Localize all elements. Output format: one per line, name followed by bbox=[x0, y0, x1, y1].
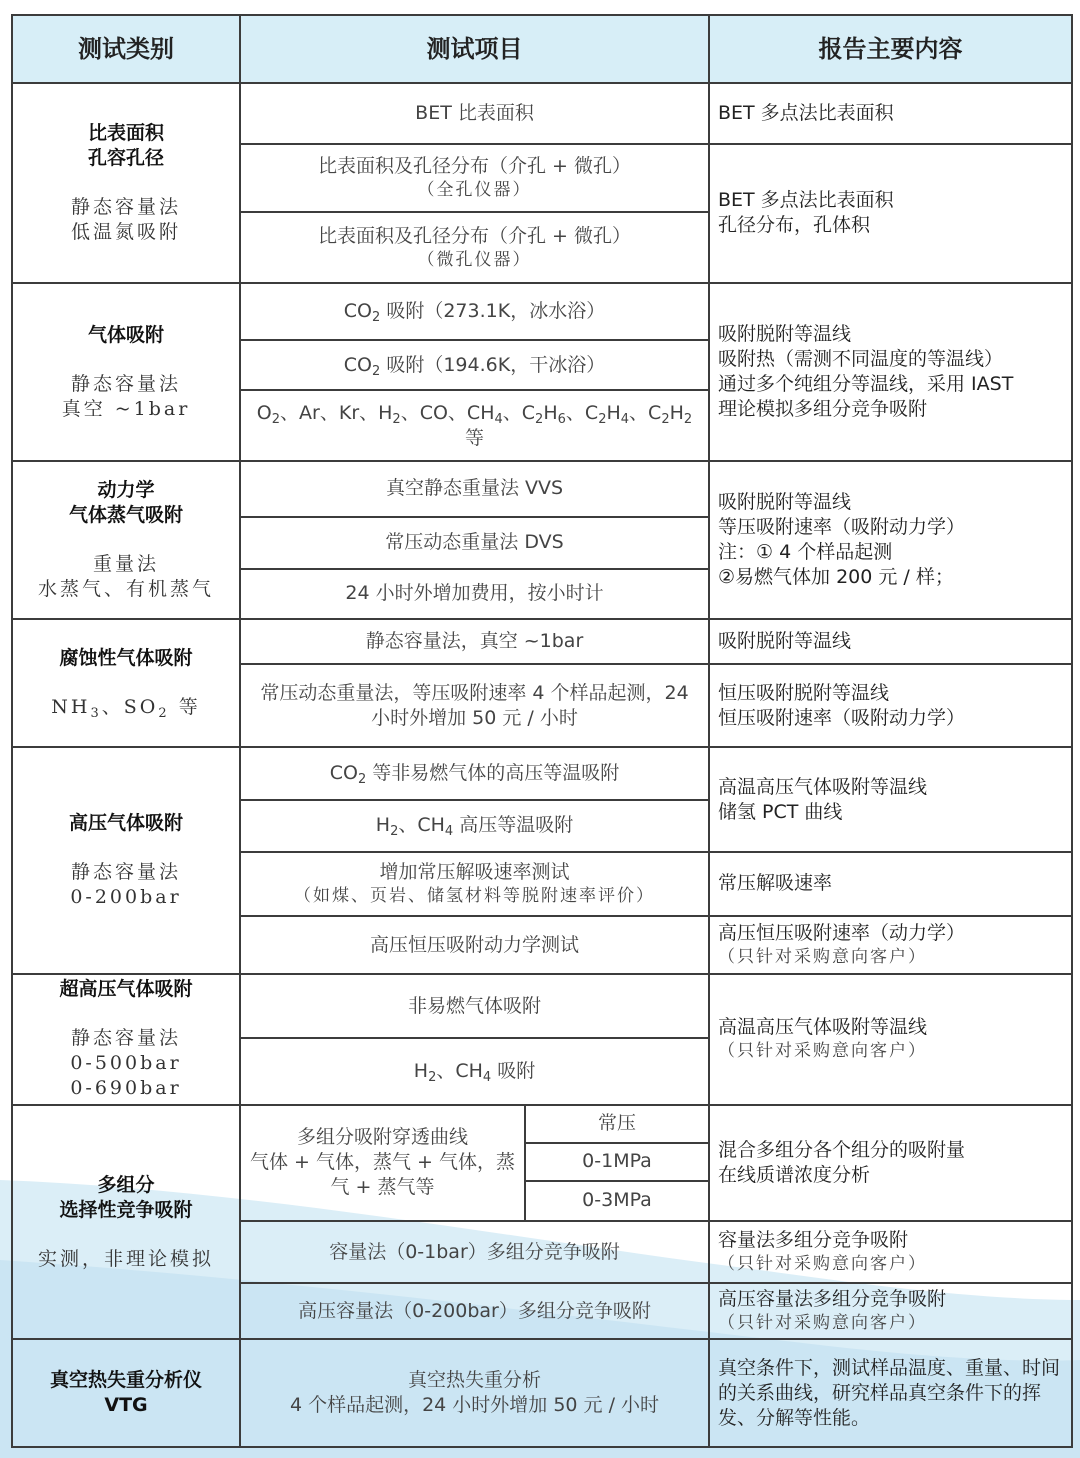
formula-text: H bbox=[669, 401, 684, 424]
formula-subscript: 2 bbox=[372, 363, 381, 379]
test-item bbox=[240, 800, 709, 852]
report-note: （只针对采购意向客户） bbox=[718, 1313, 927, 1334]
category-high-pressure bbox=[12, 747, 240, 974]
report-content: 吸附脱附等温线 吸附热（需测不同温度的等温线） 通过多个纯组分等温线，采用 IAST 理论模拟多组分竞争吸附 bbox=[709, 283, 1072, 462]
test-item: 容量法（0-1bar）多组分竞争吸附 bbox=[240, 1221, 709, 1283]
formula-text: H bbox=[375, 814, 391, 837]
category-name: 真空热失重分析仪 VTG bbox=[49, 1369, 202, 1417]
formula-text: CO bbox=[343, 353, 373, 376]
test-item: 静态容量法，真空 ~1bar bbox=[240, 619, 709, 664]
category-name: 多组分 选择性竞争吸附 bbox=[59, 1173, 193, 1221]
report-note: （只针对采购意向客户） bbox=[718, 1254, 927, 1275]
test-item: 高压容量法（0-200bar）多组分竞争吸附 bbox=[240, 1283, 709, 1339]
report-text: 容量法多组分竞争吸附 bbox=[718, 1229, 909, 1252]
report-content: 恒压吸附脱附等温线 恒压吸附速率（吸附动力学） bbox=[709, 664, 1072, 747]
formula-text: H bbox=[413, 1060, 429, 1082]
report-content: BET 多点法比表面积 bbox=[709, 83, 1072, 144]
formula-subscript: 4 bbox=[444, 824, 454, 840]
test-item bbox=[240, 144, 709, 212]
table-row bbox=[12, 1339, 1072, 1447]
table-row bbox=[12, 619, 1072, 664]
report-content bbox=[709, 1221, 1072, 1283]
category-kinetic-vapor bbox=[12, 461, 240, 619]
test-item: 常压动态重量法，等压吸附速率 4 个样品起测，24 小时外增加 50 元 / 小时 bbox=[240, 664, 709, 747]
formula-subscript: 4 bbox=[482, 1070, 492, 1085]
test-item bbox=[240, 283, 709, 340]
header-category: 测试类别 bbox=[12, 15, 240, 83]
test-item-text: 吸附（273.1K，冰水浴） bbox=[380, 299, 606, 322]
test-item-text: 增加常压解吸速率测试 bbox=[379, 860, 570, 883]
category-method bbox=[21, 695, 231, 720]
test-item-text: 等非易燃气体的高压等温吸附 bbox=[366, 761, 620, 784]
test-item bbox=[240, 340, 709, 390]
formula-text: CO bbox=[343, 299, 373, 322]
category-name: 腐蚀性气体吸附 bbox=[59, 647, 193, 670]
formula-subscript: 2 bbox=[598, 411, 607, 427]
report-text: 高压容量法多组分竞争吸附 bbox=[718, 1288, 947, 1311]
category-method: 静态容量法 0-200bar bbox=[70, 861, 182, 909]
formula-text: 、C bbox=[502, 401, 536, 424]
formula-subscript: 4 bbox=[494, 411, 503, 427]
category-name: 比表面积 孔容孔径 bbox=[87, 121, 164, 169]
formula-subscript: 2 bbox=[271, 411, 281, 427]
test-item-text: 比表面积及孔径分布（介孔 + 微孔） bbox=[318, 224, 631, 247]
table-row bbox=[12, 461, 1072, 516]
category-method: 重量法 水蒸气、有机蒸气 bbox=[37, 553, 214, 601]
formula-subscript: 2 bbox=[158, 706, 170, 722]
category-method: 静态容量法 0-500bar 0-690bar bbox=[70, 1027, 182, 1100]
test-item-text: 吸附（194.6K，干冰浴） bbox=[380, 353, 606, 376]
formula-text: 等 bbox=[464, 426, 484, 449]
category-method: 静态容量法 低温氮吸附 bbox=[70, 195, 181, 243]
report-content: 吸附脱附等温线 等压吸附速率（吸附动力学） 注：① 4 个样品起测 ②易燃气体加 200 元 / 样； bbox=[709, 461, 1072, 619]
pressure-option: 0-3MPa bbox=[525, 1181, 709, 1221]
category-name: 超高压气体吸附 bbox=[59, 978, 193, 1001]
test-item-breakthrough: 多组分吸附穿透曲线 气体 + 气体，蒸气 + 气体，蒸气 + 蒸气等 bbox=[240, 1105, 525, 1221]
formula-subscript: 2 bbox=[372, 309, 381, 325]
test-item: 真空热失重分析 4 个样品起测，24 小时外增加 50 元 / 小时 bbox=[240, 1339, 709, 1447]
formula-subscript: 2 bbox=[428, 1070, 437, 1085]
formula-text: NH bbox=[51, 696, 91, 719]
report-text: 高压恒压吸附速率（动力学） bbox=[718, 922, 966, 945]
pressure-option: 常压 bbox=[525, 1105, 709, 1143]
header-report: 报告主要内容 bbox=[709, 15, 1072, 83]
category-method: 实测，非理论模拟 bbox=[37, 1247, 214, 1270]
pressure-option: 0-1MPa bbox=[525, 1143, 709, 1181]
test-item-text: 吸附 bbox=[491, 1060, 536, 1082]
formula-subscript: 2 bbox=[683, 411, 693, 427]
formula-subscript: 2 bbox=[357, 771, 367, 787]
test-item: 24 小时外增加费用，按小时计 bbox=[240, 569, 709, 619]
category-name: 动力学 气体蒸气吸附 bbox=[68, 479, 183, 527]
category-ultra-high-pressure bbox=[12, 974, 240, 1104]
category-name: 高压气体吸附 bbox=[68, 812, 183, 835]
test-item: 常压动态重量法 DVS bbox=[240, 517, 709, 569]
report-content: BET 多点法比表面积 孔径分布，孔体积 bbox=[709, 144, 1072, 283]
table-row bbox=[12, 1105, 1072, 1143]
test-item-text: 高压等温吸附 bbox=[453, 814, 574, 837]
report-content: 常压解吸速率 bbox=[709, 852, 1072, 916]
formula-text: 、CH bbox=[436, 1060, 483, 1082]
formula-text: 、CO、CH bbox=[400, 401, 495, 424]
test-item: BET 比表面积 bbox=[240, 83, 709, 144]
formula-text: 、CH bbox=[398, 814, 445, 837]
report-content: 真空条件下，测试样品温度、重量、时间的关系曲线，研究样品真空条件下的挥发、分解等性能。 bbox=[709, 1339, 1072, 1447]
category-surface-area bbox=[12, 83, 240, 283]
formula-text: H bbox=[543, 401, 558, 424]
formula-text: H bbox=[606, 401, 621, 424]
category-corrosive-gas bbox=[12, 619, 240, 747]
test-item-note: （全孔仪器） bbox=[417, 180, 532, 201]
formula-text: 等 bbox=[169, 696, 201, 719]
test-item-note: （微孔仪器） bbox=[417, 249, 532, 270]
report-note: （只针对采购意向客户） bbox=[718, 1041, 927, 1062]
report-content: 高温高压气体吸附等温线 储氢 PCT 曲线 bbox=[709, 747, 1072, 851]
category-name: 气体吸附 bbox=[87, 323, 164, 346]
report-content: 吸附脱附等温线 bbox=[709, 619, 1072, 664]
test-item bbox=[240, 852, 709, 916]
formula-text: 、Ar、Kr、H bbox=[280, 401, 393, 424]
test-item: 非易燃气体吸附 bbox=[240, 974, 709, 1038]
test-item bbox=[240, 747, 709, 799]
report-content bbox=[709, 974, 1072, 1104]
test-item bbox=[240, 1038, 709, 1104]
test-item-text: 比表面积及孔径分布（介孔 + 微孔） bbox=[318, 155, 631, 178]
test-item: 真空静态重量法 VVS bbox=[240, 461, 709, 516]
formula-text: 、C bbox=[629, 401, 662, 424]
formula-subscript: 4 bbox=[620, 411, 630, 427]
formula-subscript: 3 bbox=[90, 706, 102, 722]
table-row bbox=[12, 283, 1072, 340]
formula-subscript: 6 bbox=[557, 411, 566, 427]
formula-subscript: 2 bbox=[661, 411, 670, 427]
table-row bbox=[12, 747, 1072, 799]
formula-text: 、SO bbox=[101, 696, 159, 719]
test-item: 高压恒压吸附动力学测试 bbox=[240, 916, 709, 974]
formula-text: CO bbox=[329, 761, 358, 784]
test-item-note: （如煤、页岩、储氢材料等脱附速率评价） bbox=[294, 885, 655, 906]
table-row bbox=[12, 83, 1072, 144]
report-text: 高温高压气体吸附等温线 bbox=[718, 1016, 928, 1039]
formula-subscript: 2 bbox=[392, 411, 401, 427]
formula-text: 、C bbox=[565, 401, 599, 424]
header-row bbox=[12, 15, 1072, 83]
report-note: （只针对采购意向客户） bbox=[718, 947, 927, 968]
category-gas-adsorption bbox=[12, 283, 240, 462]
category-method: 静态容量法 真空 ~1bar bbox=[61, 372, 191, 420]
report-content bbox=[709, 1283, 1072, 1339]
test-item bbox=[240, 212, 709, 282]
table-row bbox=[12, 974, 1072, 1038]
test-item-gas-list bbox=[240, 390, 709, 461]
category-vtg bbox=[12, 1339, 240, 1447]
formula-subscript: 2 bbox=[390, 824, 399, 840]
formula-text: O bbox=[256, 401, 272, 424]
report-content bbox=[709, 916, 1072, 974]
test-spec-table bbox=[11, 14, 1073, 1448]
category-multi-component bbox=[12, 1105, 240, 1340]
report-content: 混合多组分各个组分的吸附量 在线质谱浓度分析 bbox=[709, 1105, 1072, 1221]
formula-subscript: 2 bbox=[535, 411, 544, 427]
header-test-item: 测试项目 bbox=[240, 15, 709, 83]
